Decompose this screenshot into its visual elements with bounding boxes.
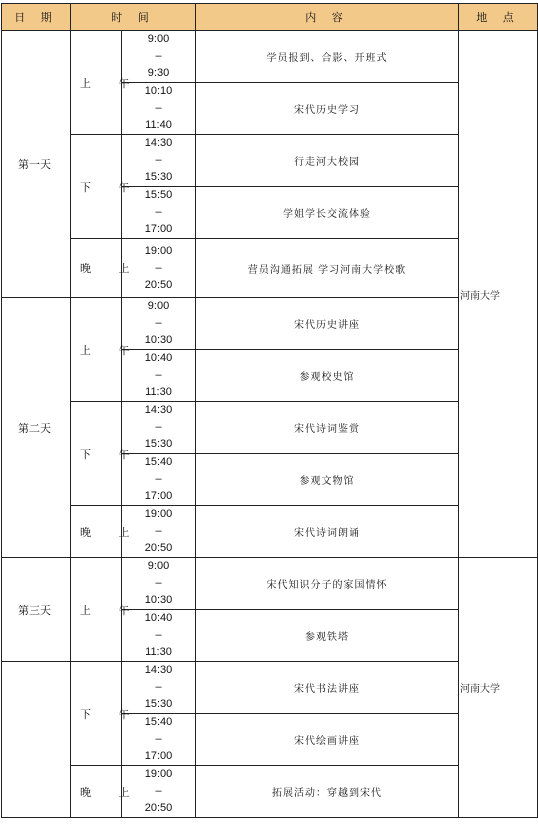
time-sep: – [155,785,162,797]
time-start: 14:30 [144,137,173,149]
activity-content: 行走河大校园 [196,135,459,187]
table-row [2,662,538,714]
time-range [122,402,196,454]
activity-content: 参观校史馆 [196,350,459,402]
time-start: 9:00 [147,33,170,45]
time-start: 19:00 [144,508,173,520]
period-label: 下 午 [71,135,122,239]
time-end: 20:50 [144,542,173,554]
place-label: 河南大学 [459,558,538,818]
time-sep: – [155,681,162,693]
time-end: 10:30 [144,594,173,606]
time-range [122,83,196,135]
time-sep: – [155,525,162,537]
activity-content: 宋代诗词朗诵 [196,506,459,558]
time-range [122,187,196,239]
activity-content: 参观铁塔 [196,610,459,662]
time-end: 15:30 [144,438,173,450]
time-sep: – [155,261,162,274]
period-label: 下 午 [71,402,122,506]
time-sep: – [155,102,162,114]
time-start: 15:40 [144,456,173,468]
activity-content: 宋代历史学习 [196,83,459,135]
place-label: 河南大学 [459,31,538,558]
activity-content: 宋代书法讲座 [196,662,459,714]
time-sep: – [155,50,162,62]
time-start: 10:40 [144,352,173,364]
time-end: 11:30 [145,386,172,398]
activity-content: 宋代知识分子的家国情怀 [196,558,459,610]
table-row [2,558,538,610]
header-content: 内 容 [196,4,459,31]
time-sep: – [155,369,162,381]
time-start: 10:10 [144,85,173,97]
period-label: 上 午 [71,558,122,662]
time-start: 15:50 [144,189,173,201]
header-row [2,4,538,31]
activity-content: 参观文物馆 [196,454,459,506]
period-label: 上 午 [71,298,122,402]
day-label-empty [2,662,71,818]
time-sep: – [155,206,162,218]
header-place: 地 点 [459,4,538,31]
time-sep: – [155,421,162,433]
time-end: 20:50 [144,278,173,291]
time-sep: – [155,473,162,485]
time-end: 17:00 [144,490,173,502]
time-range [122,714,196,766]
time-range [122,454,196,506]
header-time: 时 间 [71,4,196,31]
table-row [2,135,538,187]
time-range [122,662,196,714]
time-start: 10:40 [144,612,173,624]
day-label: 第二天 [2,298,71,558]
time-sep: – [155,154,162,166]
activity-content: 学员报到、合影、开班式 [196,31,459,83]
schedule-table [1,3,538,818]
time-start: 14:30 [144,404,173,416]
activity-content: 学姐学长交流体验 [196,187,459,239]
table-row [2,402,538,454]
time-end: 9:30 [147,67,170,79]
period-label: 晚 上 [71,766,122,818]
table-row [2,239,538,298]
period-label: 晚 上 [71,506,122,558]
time-range [122,298,196,350]
period-label: 下 午 [71,662,122,766]
time-end: 11:30 [145,646,172,658]
table-row [2,506,538,558]
time-start: 9:00 [147,300,170,312]
time-start: 19:00 [144,244,173,257]
table-row [2,766,538,818]
time-start: 19:00 [144,768,173,780]
time-range [122,610,196,662]
table-row [2,31,538,83]
time-sep: – [155,733,162,745]
activity-content: 拓展活动：穿越到宋代 [196,766,459,818]
time-end: 15:30 [144,171,173,183]
header-date: 日 期 [2,4,71,31]
activity-content: 营员沟通拓展 学习河南大学校歌 [196,239,459,298]
day-label: 第一天 [2,31,71,298]
period-label: 上 午 [71,31,122,135]
day-label: 第三天 [2,558,71,662]
time-end: 17:00 [144,223,173,235]
time-end: 11:40 [145,119,172,131]
time-sep: – [155,629,162,641]
time-end: 10:30 [144,334,173,346]
time-end: 15:30 [144,698,173,710]
period-label: 晚 上 [71,239,122,298]
time-end: 20:50 [144,802,173,814]
activity-content: 宋代绘画讲座 [196,714,459,766]
activity-content: 宋代历史讲座 [196,298,459,350]
time-sep: – [155,317,162,329]
activity-content: 宋代诗词鉴赏 [196,402,459,454]
time-range [122,350,196,402]
time-sep: – [155,577,162,589]
time-start: 9:00 [147,560,170,572]
time-range [122,135,196,187]
time-start: 15:40 [144,716,173,728]
time-start: 14:30 [144,664,173,676]
time-range [122,558,196,610]
time-range [122,31,196,83]
table-row [2,298,538,350]
time-end: 17:00 [144,750,173,762]
